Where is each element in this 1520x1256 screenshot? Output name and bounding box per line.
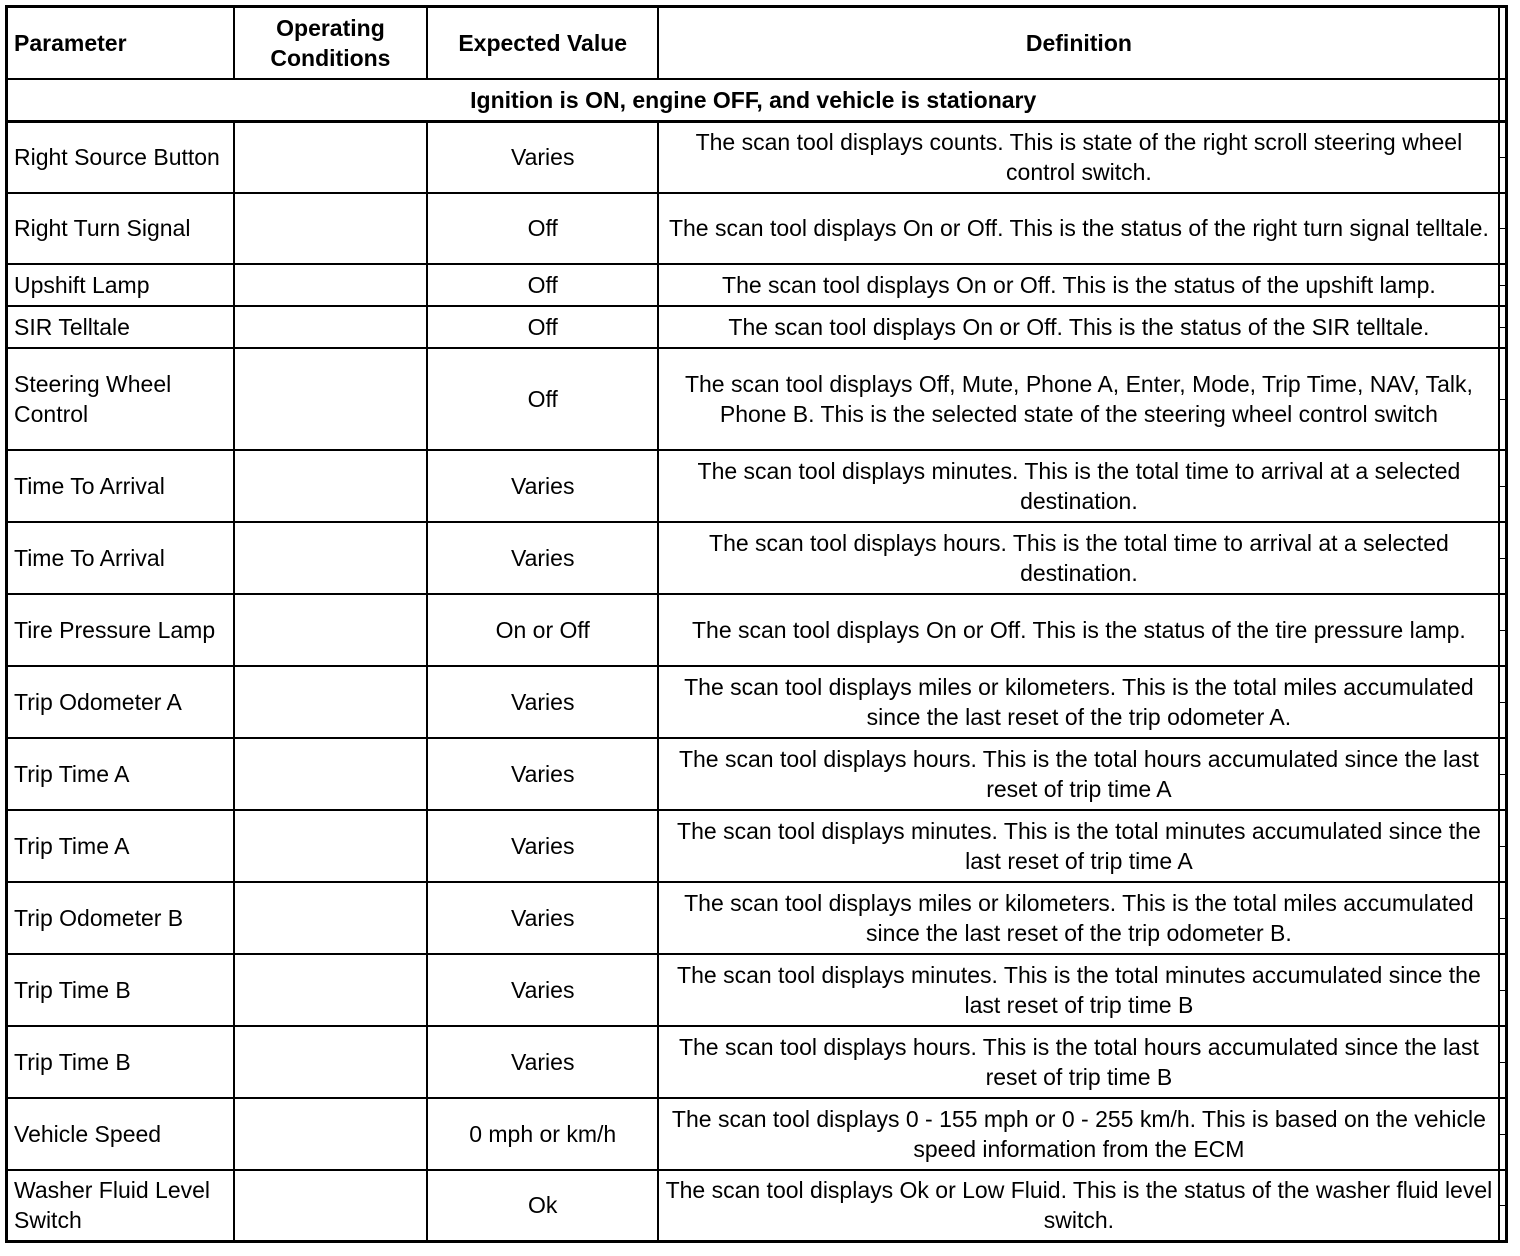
operating-conditions-cell (234, 522, 427, 594)
operating-conditions-cell (234, 1170, 427, 1242)
expected-value-cell: Varies (427, 738, 658, 810)
expected-value-cell: On or Off (427, 594, 658, 666)
definition-cell: The scan tool displays counts. This is state of the right scroll steering wheel control switch. (658, 122, 1499, 193)
table-row (7, 1098, 1507, 1170)
definition-cell: The scan tool displays minutes. This is the total minutes accumulated since the last reset of trip time A (658, 810, 1499, 882)
scan-tool-data-table (5, 5, 1508, 1243)
operating-conditions-cell (234, 264, 427, 306)
right-edge-cell (1499, 1098, 1506, 1170)
table-row (7, 954, 1507, 1026)
right-edge-cell (1499, 810, 1506, 882)
edge-tick-mark (1500, 1134, 1506, 1135)
expected-value-cell: Ok (427, 1170, 658, 1242)
definition-cell: The scan tool displays On or Off. This is the status of the SIR telltale. (658, 306, 1499, 348)
table-row (7, 882, 1507, 954)
definition-cell: The scan tool displays hours. This is the total hours accumulated since the last reset of trip time B (658, 1026, 1499, 1098)
parameter-cell: SIR Telltale (7, 306, 234, 348)
right-edge-cell (1499, 193, 1506, 264)
operating-conditions-cell (234, 882, 427, 954)
parameter-cell: Trip Time A (7, 810, 234, 882)
expected-value-cell: Varies (427, 1026, 658, 1098)
expected-value-cell: 0 mph or km/h (427, 1098, 658, 1170)
edge-tick-mark (1500, 630, 1506, 631)
operating-conditions-cell (234, 193, 427, 264)
edge-tick-mark (1500, 228, 1506, 229)
edge-tick-mark (1500, 399, 1506, 400)
parameter-cell: Right Turn Signal (7, 193, 234, 264)
expected-value-cell: Varies (427, 810, 658, 882)
parameter-cell: Trip Time A (7, 738, 234, 810)
edge-tick-mark (1500, 486, 1506, 487)
right-edge-cell (1499, 594, 1506, 666)
edge-tick-mark (1500, 1062, 1506, 1063)
right-edge-cell (1499, 122, 1506, 193)
edge-tick-mark (1500, 990, 1506, 991)
edge-tick-mark (1500, 918, 1506, 919)
parameter-cell: Vehicle Speed (7, 1098, 234, 1170)
expected-value-cell: Varies (427, 666, 658, 738)
right-edge-cell (1499, 1170, 1506, 1242)
expected-value-cell: Off (427, 264, 658, 306)
right-edge-cell (1499, 450, 1506, 522)
parameter-cell: Tire Pressure Lamp (7, 594, 234, 666)
operating-conditions-cell (234, 666, 427, 738)
operating-conditions-cell (234, 450, 427, 522)
table-row (7, 348, 1507, 450)
definition-cell: The scan tool displays miles or kilometers. This is the total miles accumulated since the last reset of the trip odometer B. (658, 882, 1499, 954)
expected-value-cell: Off (427, 348, 658, 450)
right-edge-cell (1499, 79, 1506, 122)
operating-conditions-cell (234, 306, 427, 348)
definition-cell: The scan tool displays miles or kilometers. This is the total miles accumulated since the last reset of the trip odometer A. (658, 666, 1499, 738)
header-definition: Definition (658, 7, 1499, 80)
right-edge-cell (1499, 7, 1506, 80)
definition-cell: The scan tool displays hours. This is the total time to arrival at a selected destination. (658, 522, 1499, 594)
table-row (7, 666, 1507, 738)
definition-cell: The scan tool displays Ok or Low Fluid. This is the status of the washer fluid level switch. (658, 1170, 1499, 1242)
definition-cell: The scan tool displays Off, Mute, Phone A, Enter, Mode, Trip Time, NAV, Talk, Phone B. This is the selected state of the steering wheel control switch (658, 348, 1499, 450)
right-edge-cell (1499, 954, 1506, 1026)
data-table-frame (5, 5, 1508, 1249)
table-row (7, 1026, 1507, 1098)
parameter-cell: Right Source Button (7, 122, 234, 193)
operating-conditions-cell (234, 1098, 427, 1170)
expected-value-cell: Varies (427, 882, 658, 954)
right-edge-cell (1499, 264, 1506, 306)
edge-tick-mark (1500, 846, 1506, 847)
parameter-cell: Steering Wheel Control (7, 348, 234, 450)
edge-tick-mark (1500, 285, 1506, 286)
edge-tick-mark (1500, 702, 1506, 703)
table-row (7, 264, 1507, 306)
header-operating-conditions: Operating Conditions (234, 7, 427, 80)
section-title: Ignition is ON, engine OFF, and vehicle is stationary (7, 79, 1500, 122)
right-edge-cell (1499, 306, 1506, 348)
definition-cell: The scan tool displays 0 - 155 mph or 0 - 255 km/h. This is based on the vehicle speed information from the ECM (658, 1098, 1499, 1170)
operating-conditions-cell (234, 954, 427, 1026)
operating-conditions-cell (234, 594, 427, 666)
operating-conditions-cell (234, 122, 427, 193)
right-edge-cell (1499, 522, 1506, 594)
parameter-cell: Washer Fluid Level Switch (7, 1170, 234, 1242)
table-row (7, 193, 1507, 264)
parameter-cell: Upshift Lamp (7, 264, 234, 306)
right-edge-cell (1499, 882, 1506, 954)
header-expected-value: Expected Value (427, 7, 658, 80)
definition-cell: The scan tool displays minutes. This is the total minutes accumulated since the last reset of trip time B (658, 954, 1499, 1026)
definition-cell: The scan tool displays hours. This is the total hours accumulated since the last reset of trip time A (658, 738, 1499, 810)
right-edge-cell (1499, 1026, 1506, 1098)
definition-cell: The scan tool displays On or Off. This is the status of the right turn signal telltale. (658, 193, 1499, 264)
table-row (7, 122, 1507, 193)
right-edge-cell (1499, 738, 1506, 810)
edge-tick-mark (1500, 157, 1506, 158)
table-row (7, 450, 1507, 522)
operating-conditions-cell (234, 810, 427, 882)
table-row (7, 810, 1507, 882)
table-row (7, 738, 1507, 810)
expected-value-cell: Varies (427, 450, 658, 522)
table-row (7, 306, 1507, 348)
parameter-cell: Trip Odometer A (7, 666, 234, 738)
operating-conditions-cell (234, 1026, 427, 1098)
operating-conditions-cell (234, 738, 427, 810)
edge-tick-mark (1500, 774, 1506, 775)
expected-value-cell: Varies (427, 522, 658, 594)
right-edge-cell (1499, 348, 1506, 450)
parameter-cell: Trip Time B (7, 954, 234, 1026)
table-row (7, 1170, 1507, 1242)
expected-value-cell: Off (427, 193, 658, 264)
expected-value-cell: Off (427, 306, 658, 348)
definition-cell: The scan tool displays On or Off. This is the status of the tire pressure lamp. (658, 594, 1499, 666)
parameter-cell: Time To Arrival (7, 522, 234, 594)
definition-cell: The scan tool displays On or Off. This is the status of the upshift lamp. (658, 264, 1499, 306)
expected-value-cell: Varies (427, 122, 658, 193)
parameter-cell: Time To Arrival (7, 450, 234, 522)
expected-value-cell: Varies (427, 954, 658, 1026)
header-row (7, 7, 1507, 80)
edge-tick-mark (1500, 1205, 1506, 1206)
table-row (7, 594, 1507, 666)
header-parameter: Parameter (7, 7, 234, 80)
table-row (7, 522, 1507, 594)
section-row (7, 79, 1507, 122)
definition-cell: The scan tool displays minutes. This is the total time to arrival at a selected destination. (658, 450, 1499, 522)
parameter-cell: Trip Odometer B (7, 882, 234, 954)
parameter-cell: Trip Time B (7, 1026, 234, 1098)
edge-tick-mark (1500, 327, 1506, 328)
edge-tick-mark (1500, 558, 1506, 559)
operating-conditions-cell (234, 348, 427, 450)
right-edge-cell (1499, 666, 1506, 738)
